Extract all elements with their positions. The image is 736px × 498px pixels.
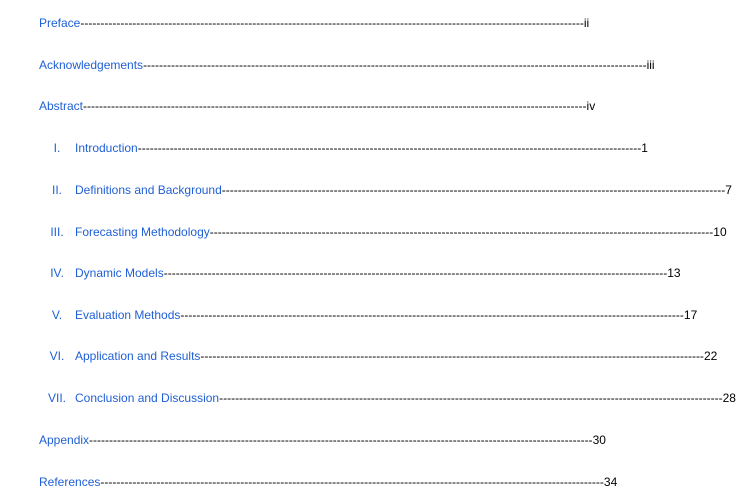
toc-page-number: 34 xyxy=(603,475,618,489)
toc-title[interactable]: Forecasting Methodology xyxy=(75,225,210,239)
toc-title[interactable]: Preface xyxy=(39,16,81,30)
toc-page-number: iv xyxy=(586,99,596,113)
toc-title[interactable]: Application and Results xyxy=(75,349,201,363)
toc-entry-application[interactable] xyxy=(39,348,718,364)
toc-page-number: 13 xyxy=(667,266,681,280)
toc-entry-definitions[interactable] xyxy=(39,182,732,198)
toc-title[interactable]: Introduction xyxy=(75,141,138,155)
toc-page-number: 30 xyxy=(592,433,606,447)
toc-title[interactable]: Evaluation Methods xyxy=(75,308,181,322)
toc-leader: ------------------------------------------------------------------------------------------------------------------------------ xyxy=(180,308,684,322)
toc-page-number: 10 xyxy=(713,225,727,239)
toc-leader: ------------------------------------------------------------------------------------------------------------------------------ xyxy=(221,183,726,197)
toc-page-number: 17 xyxy=(683,308,698,322)
toc-leader: ------------------------------------------------------------------------------------------------------------------------------ xyxy=(143,58,647,72)
toc-chapter-number: I. xyxy=(53,141,61,155)
toc-leader: ------------------------------------------------------------------------------------------------------------------------------ xyxy=(80,16,584,30)
toc-title[interactable]: Acknowledgements xyxy=(39,58,144,72)
toc-entry-appendix[interactable] xyxy=(39,432,606,448)
toc-page-number: iii xyxy=(646,58,655,72)
toc-page-number: 28 xyxy=(722,391,736,405)
toc-title[interactable]: Conclusion and Discussion xyxy=(75,391,220,405)
toc-page-number: 1 xyxy=(641,141,648,155)
toc-entry-forecasting[interactable] xyxy=(39,224,727,240)
toc-chapter-number: II. xyxy=(51,183,62,197)
toc-chapter-number: III. xyxy=(50,225,64,239)
toc-page-number: 22 xyxy=(703,349,718,363)
toc-leader: ------------------------------------------------------------------------------------------------------------------------------ xyxy=(163,266,668,280)
toc-leader: ------------------------------------------------------------------------------------------------------------------------------ xyxy=(89,433,593,447)
toc-leader: ------------------------------------------------------------------------------------------------------------------------------ xyxy=(100,475,604,489)
toc-leader: ------------------------------------------------------------------------------------------------------------------------------ xyxy=(83,99,587,113)
toc-chapter-number: V. xyxy=(51,308,63,322)
toc-entry-acknowledgements[interactable] xyxy=(39,57,655,73)
toc-entry-introduction[interactable] xyxy=(39,140,648,156)
toc-title[interactable]: Abstract xyxy=(39,99,84,113)
toc-chapter-number: VII. xyxy=(47,391,66,405)
toc-entry-conclusion[interactable] xyxy=(39,390,736,406)
toc-entry-evaluation[interactable] xyxy=(39,307,698,323)
toc-page-number: ii xyxy=(583,16,590,30)
toc-leader: ------------------------------------------------------------------------------------------------------------------------------ xyxy=(209,225,714,239)
toc-entry-preface[interactable] xyxy=(39,15,590,31)
toc-entry-references[interactable] xyxy=(39,474,618,490)
toc-entry-abstract[interactable] xyxy=(39,98,596,114)
toc-leader: ------------------------------------------------------------------------------------------------------------------------------ xyxy=(137,141,642,155)
toc-entry-dynamic-models[interactable] xyxy=(39,265,681,281)
toc-chapter-number: IV. xyxy=(50,266,64,280)
toc-title[interactable]: References xyxy=(39,475,101,489)
toc-title[interactable]: Dynamic Models xyxy=(75,266,164,280)
toc-leader: ------------------------------------------------------------------------------------------------------------------------------ xyxy=(200,349,704,363)
toc-chapter-number: VI. xyxy=(49,349,65,363)
toc-title[interactable]: Definitions and Background xyxy=(75,183,222,197)
toc-title[interactable]: Appendix xyxy=(39,433,90,447)
toc-leader: ------------------------------------------------------------------------------------------------------------------------------ xyxy=(219,391,723,405)
toc-page-number: 7 xyxy=(725,183,732,197)
